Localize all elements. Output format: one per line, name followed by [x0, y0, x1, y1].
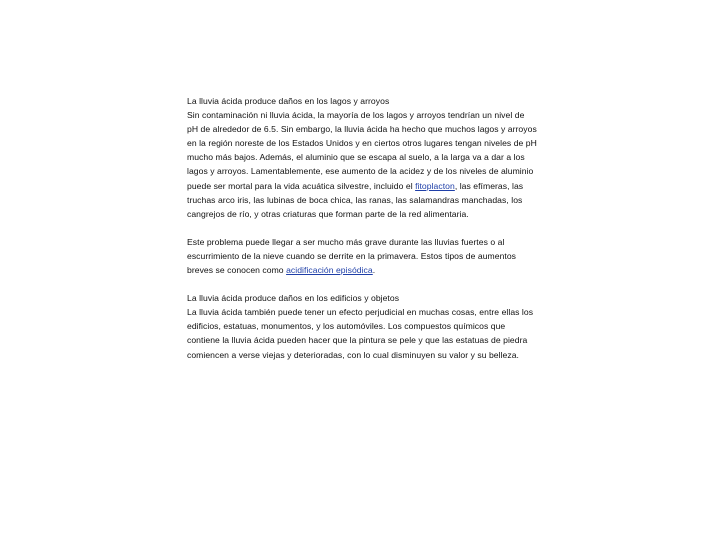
section-heading-lakes: La lluvia ácida produce daños en los lagos y arroyos: [187, 96, 390, 106]
section-episodic: [187, 235, 537, 277]
section-text-episodic: Este problema puede llegar a ser mucho más grave durante las lluvias fuertes o al escurrimiento de la nieve cuando se derrite en la primavera. Estos tipos de aumentos breves se conocen como: [187, 236, 517, 276]
document-body: [187, 94, 537, 362]
section-text-lakes-end: , las efímeras, las truchas arco iris, las lubinas de boca chica, las ranas, las salamandras manchadas, los cangrejos de río, y otras criaturas que forman parte de la red alimentaria.: [187, 180, 524, 219]
section-buildings: [187, 291, 537, 361]
section-lakes: [187, 94, 537, 221]
paragraph-spacer: [187, 221, 537, 235]
phytoplankton-link[interactable]: fitoplacton: [415, 180, 455, 191]
episodic-acidification-link[interactable]: acidificación episódica: [286, 265, 373, 276]
section-heading-buildings: La lluvia ácida produce daños en los edificios y objetos: [187, 293, 400, 304]
section-text-episodic-end: .: [372, 265, 376, 276]
paragraph-spacer: [187, 277, 537, 291]
section-text-buildings: La lluvia ácida también puede tener un efecto perjudicial en muchas cosas, entre ellas los edificios, estatuas, monumentos, y los automóviles. Los compuestos químicos que contiene la lluvia ácida pueden hacer que la pintura se pele y que las estatuas de piedra comiencen a verse viejas y deterioradas, con lo cual disminuyen su valor y su belleza.: [187, 307, 534, 360]
section-text-lakes: Sin contaminación ni lluvia ácida, la mayoría de los lagos y arroyos tendrían un nivel de pH de alrededor de 6.5. Sin embargo, la lluvia ácida ha hecho que muchos lagos y arroyos en la región noreste de los Estados Unidos y en ciertos otros lugares tengan niveles de pH mucho más bajos. Además, el aluminio que se escapa al suelo, a la larga va a dar a los lagos y arroyos. Lamentablemente, ese aumento de la acidez y de los niveles de aluminio puede ser mortal para la vida acuática silvestre, incluido el: [187, 110, 537, 191]
